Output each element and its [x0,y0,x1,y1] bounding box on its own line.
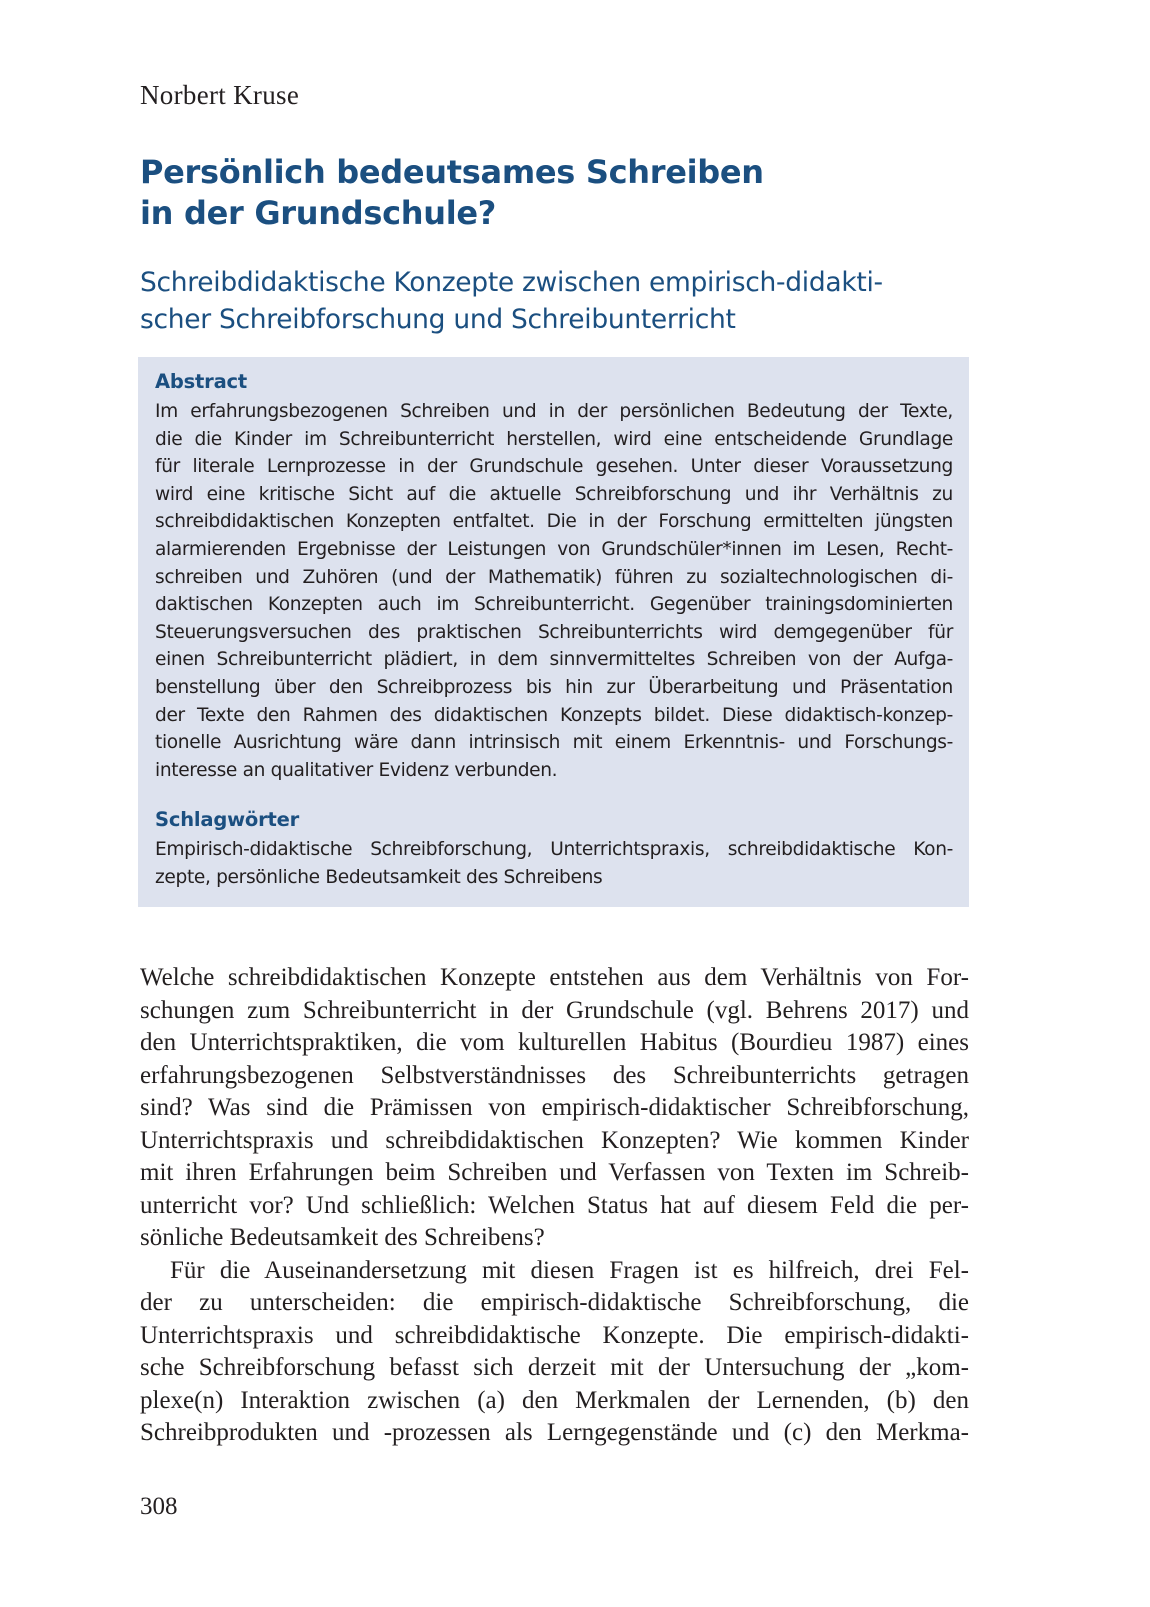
abstract-line: daktischen Konzepten auch im Schreibunterricht. Gegenüber trainingsdominierten [155,594,953,616]
body-line: Welche schreibdidaktischen Konzepte entstehen aus dem Verhältnis von For- [140,964,969,991]
article-title [140,152,970,234]
abstract-line: Steuerungsversuchen des praktischen Schreibunterrichts wird demgegenüber für [155,621,953,643]
body-line: unterricht vor? Und schließlich: Welchen Status hat auf diesem Feld die per- [140,1191,969,1219]
abstract-line: tionelle Ausrichtung wäre dann intrinsisch mit einem Erkenntnis- und Forschungs- [155,732,953,754]
subtitle-line: Schreibdidaktische Konzepte zwischen empirisch-didakti- [140,267,883,298]
abstract-box [138,357,969,907]
abstract-text [155,398,953,784]
paragraph [140,962,969,1255]
keywords-heading: Schlagwörter [155,808,300,831]
abstract-line: für literale Lernprozesse in der Grundschule gesehen. Unter dieser Voraussetzung [155,456,953,478]
body-line: der zu unterscheiden: die empirisch-didaktische Schreibforschung, die [140,1289,969,1316]
abstract-line: einen Schreibunterricht plädiert, in dem sinnvermitteltes Schreiben von der Aufga- [155,649,953,671]
abstract-line: Im erfahrungsbezogenen Schreiben und in der persönlichen Bedeutung der Texte, [155,401,953,422]
abstract-line: die die Kinder im Schreibunterricht herstellen, wird eine entscheidende Grundlage [155,428,953,450]
body-line: sche Schreibforschung befasst sich derzeit mit der Untersuchung der „kom- [140,1354,969,1381]
abstract-line: schreiben und Zuhören (und der Mathematik) führen zu sozialtechnologischen di- [155,566,953,588]
abstract-heading: Abstract [155,370,248,393]
abstract-line: wird eine kritische Sicht auf die aktuelle Schreibforschung und ihr Verhältnis zu [155,483,953,505]
body-line: mit ihren Erfahrungen beim Schreiben und Verfassen von Texten im Schreib- [140,1159,969,1186]
body-line: sind? Was sind die Prämissen von empirisch-didaktischer Schreibforschung, [140,1094,969,1121]
page-number: 308 [140,1493,178,1520]
body-line: Unterrichtspraxis und schreibdidaktischen Konzepten? Wie kommen Kinder [140,1126,969,1154]
abstract-line: benstellung über den Schreibprozess bis hin zur Überarbeitung und Präsentation [155,676,953,698]
body-line: den Unterrichtspraktiken, die vom kulturellen Habitus (Bourdieu 1987) eines [140,1029,969,1056]
body-line: Unterrichtspraxis und schreibdidaktische Konzepte. Die empirisch-didakti- [140,1321,969,1349]
subtitle-line: scher Schreibforschung und Schreibunterricht [140,304,736,335]
abstract-line: schreibdidaktischen Konzepten entfaltet. Die in der Forschung ermittelten jüngsten [155,511,953,533]
keywords-text [155,836,953,891]
body-line: Schreibprodukten und -prozessen als Lerngegenstände und (c) den Merkma- [140,1419,969,1446]
abstract-line: der Texte den Rahmen des didaktischen Konzepts bildet. Diese didaktisch-konzep- [155,704,953,726]
keywords-line: Empirisch-didaktische Schreibforschung, Unterrichtspraxis, schreibdidaktische Kon- [155,839,953,860]
article-subtitle [140,264,970,338]
body-line: erfahrungsbezogenen Selbstverständnisses des Schreibunterrichts getragen [140,1061,969,1089]
author-name: Norbert Kruse [140,80,300,110]
abstract-line: alarmierenden Ergebnisse der Leistungen von Grundschüler*innen im Lesen, Recht- [155,538,953,560]
body-line: Für die Auseinandersetzung mit diesen Fragen ist es hilfreich, drei Fel- [170,1256,969,1284]
paragraph [140,1255,969,1450]
title-line: in der Grundschule? [140,194,497,232]
body-line: sönliche Bedeutsamkeit des Schreibens? [140,1224,545,1251]
body-line: plexe(n) Interaktion zwischen (a) den Merkmalen der Lernenden, (b) den [140,1386,969,1414]
keywords-line: zepte, persönliche Bedeutsamkeit des Schreibens [155,866,603,888]
abstract-line: interesse an qualitativer Evidenz verbunden. [155,759,558,781]
body-text [140,962,969,1450]
body-line: schungen zum Schreibunterricht in der Grundschule (vgl. Behrens 2017) und [140,996,969,1024]
title-line: Persönlich bedeutsames Schreiben [140,153,764,191]
